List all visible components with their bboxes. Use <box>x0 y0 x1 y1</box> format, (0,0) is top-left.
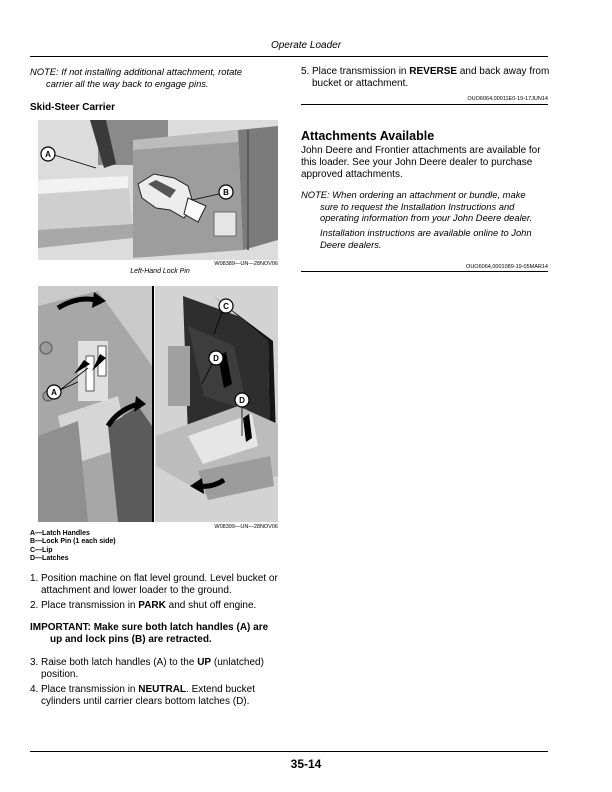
step-3: 3. Raise both latch handles (A) to the UP (unlatched) position. <box>30 657 264 680</box>
callout-b-label: B <box>223 188 229 197</box>
important-notice: IMPORTANT: Make sure both latch handles (A) are up and lock pins (B) are retracted. <box>30 622 269 645</box>
figure-left-hand-lock-pin <box>38 120 278 260</box>
reference-code: OUO6064,0001089-19-05MAR14 <box>466 264 548 270</box>
section-heading-attachments: Attachments Available <box>301 129 435 143</box>
page-number: 35-14 <box>290 757 322 771</box>
figure-id-w08389: W08389—UN—28NOV06 <box>214 261 278 267</box>
page-header-title: Operate Loader <box>270 40 342 51</box>
step-2: 2. Place transmission in PARK and shut off engine. <box>30 600 257 611</box>
note-online: Installation instructions are available online to John Deere dealers. <box>320 227 532 250</box>
reference-code: OUO6064,00011E0-19-17JUN14 <box>467 96 548 102</box>
legend-item: D—Latches <box>30 555 69 563</box>
legend-item: A—Latch Handles <box>30 530 90 537</box>
figure-latch-sequence <box>38 286 278 522</box>
step-4: 4. Place transmission in NEUTRAL. Extend bucket cylinders until carrier clears bottom latches (D). <box>30 684 255 707</box>
figure-caption: Left-Hand Lock Pin <box>130 268 190 275</box>
figure-id-w08399: W08399—UN—28NOV06 <box>214 524 278 530</box>
callout-a-label: A <box>45 150 51 159</box>
note-ordering: NOTE: When ordering an attachment or bundle, make sure to request the Installation Instructions and operating information from your John Deere dealer. <box>301 189 533 223</box>
callout-d-label: D <box>213 354 219 363</box>
legend-item: C—Lip <box>30 546 53 554</box>
figure-legend <box>30 530 230 564</box>
section-rule <box>301 104 548 105</box>
step-1: 1. Position machine on flat level ground. Level bucket or attachment and lower loader to the ground. <box>30 573 278 596</box>
attachments-paragraph: John Deere and Frontier attachments are available for this loader. See your John Deere dealer to purchase approved attachments. <box>301 145 541 180</box>
note-carrier: NOTE: If not installing additional attachment, rotate carrier all the way back to engage pins. <box>30 66 243 89</box>
callout-d-label: D <box>239 396 245 405</box>
section-rule <box>301 271 548 272</box>
section-subheading: Skid-Steer Carrier <box>30 102 116 113</box>
footer-rule <box>30 751 548 752</box>
legend-item: B—Lock Pin (1 each side) <box>30 538 116 546</box>
callout-c-label: C <box>223 302 229 311</box>
callout-a-label: A <box>51 388 57 397</box>
header-rule <box>30 56 548 57</box>
step-5: 5. Place transmission in REVERSE and back away from bucket or attachment. <box>301 66 550 89</box>
